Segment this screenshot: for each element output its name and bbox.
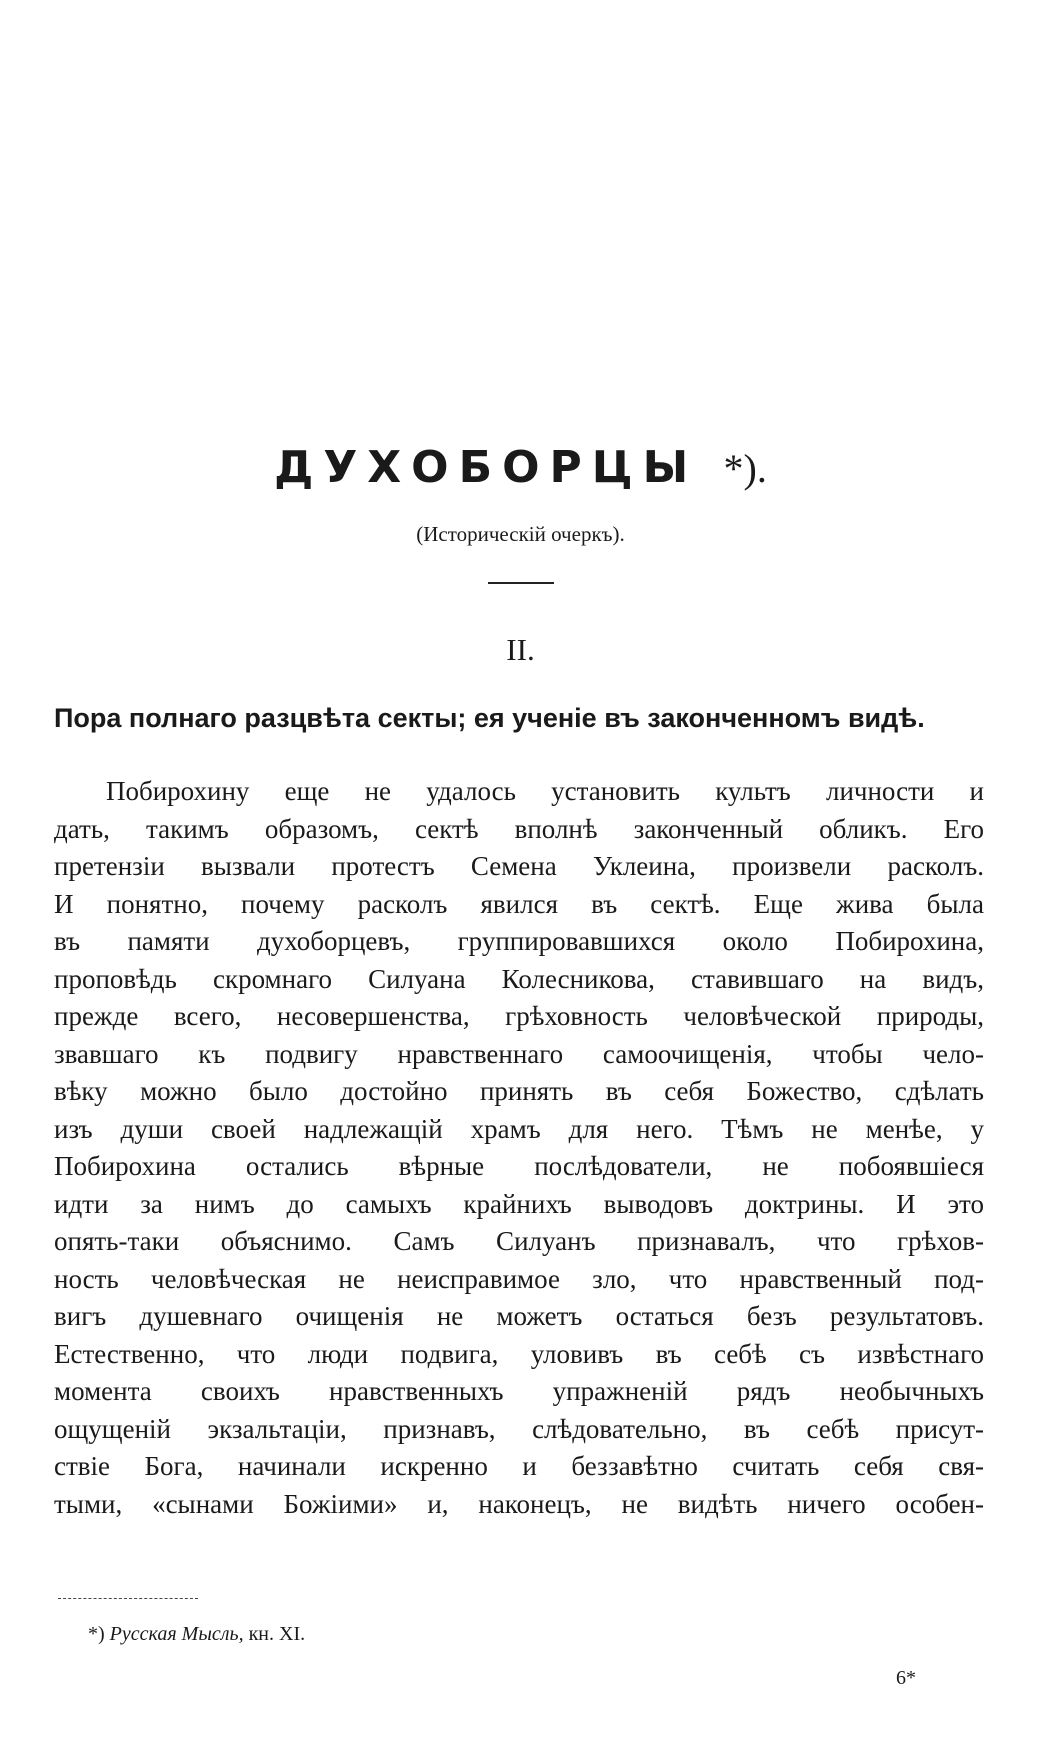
text-line: ность человѣческая не неисправимое зло, что нравственный под- [54,1263,984,1294]
footnote-volume: кн. XI. [248,1623,306,1645]
text-line: вигъ душевнаго очищенія не можетъ остаться безъ результатовъ. [54,1301,984,1331]
text-line: тыми, «сынами Божіими» и, наконецъ, не видѣть ничего особен- [54,1488,984,1519]
footnote [88,1620,305,1648]
text-line: прежде всего, несовершенства, грѣховность человѣческой природы, [54,1001,984,1031]
article-title [0,440,1041,497]
text-line: идти за нимъ до самыхъ крайнихъ выводовъ доктрины. И это [54,1188,984,1219]
title-divider [488,582,554,584]
text-line: Побирохину еще не удалось установить культъ личности и [106,776,984,806]
text-line: И понятно, почему расколъ явился въ сектѣ. Еще жива была [54,888,984,919]
text-line: Побирохина остались вѣрные послѣдователи, не побоявшіеся [54,1151,984,1181]
text-line: дать, такимъ образомъ, сектѣ вполнѣ законченный обликъ. Его [54,813,984,844]
section-number: II. [506,632,535,667]
footnote-marker: *) [88,1623,105,1645]
text-line: въ памяти духоборцевъ, группировавшихся около Побирохина, [54,926,984,956]
text-line: Естественно, что люди подвига, уловивъ въ себѣ съ извѣстнаго [54,1338,984,1369]
footnote-source: Русская Мысль, [109,1623,244,1645]
text-line: опять-таки объяснимо. Самъ Силуанъ признавалъ, что грѣхов- [54,1226,984,1256]
section-heading: Пора полнаго разцвѣта секты; ея ученіе въ законченномъ видѣ. [54,703,925,733]
title-footnote-mark: *). [723,446,767,491]
text-line: ствіе Бога, начинали искренно и беззавѣтно считать себя свя- [54,1451,984,1481]
text-line: момента своихъ нравственныхъ упражненій рядъ необычныхъ [54,1376,984,1406]
page-number: 6* [896,1667,916,1689]
text-line: вѣку можно было достойно принять въ себя Божество, сдѣлать [54,1076,984,1106]
text-line: изъ души своей надлежащій храмъ для него. Тѣмъ не менѣе, у [54,1113,984,1144]
article-title-text: ДУХОБОРЦЫ [274,442,699,493]
text-line: претензіи вызвали протестъ Семена Уклеина, произвели расколъ. [54,851,984,881]
text-line: ощущеній экзальтаціи, признавъ, слѣдовательно, въ себѣ присут- [54,1413,984,1444]
article-subtitle: (Историческій очеркъ). [416,522,625,546]
text-line: проповѣдь скромнаго Силуана Колесникова, ставившаго на видъ, [54,963,984,994]
text-line: звавшаго къ подвигу нравственнаго самоочищенія, чтобы чело- [54,1038,984,1069]
footnote-divider [58,1598,198,1599]
body-paragraph [54,773,984,1523]
